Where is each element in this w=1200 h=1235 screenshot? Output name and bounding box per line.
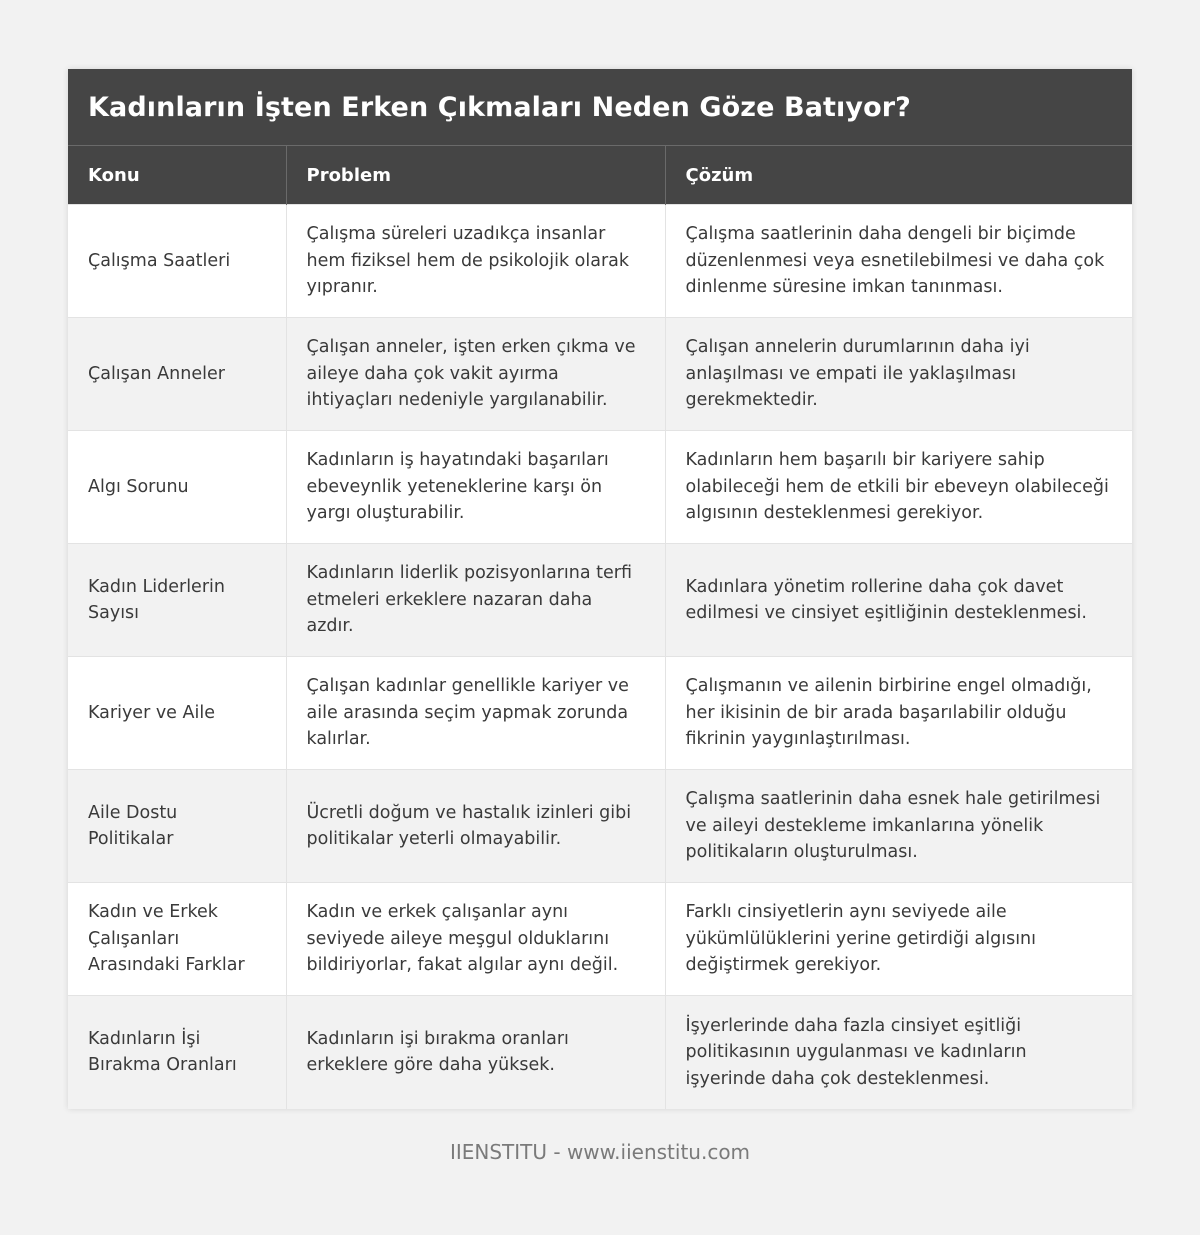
cell-cozum: Kadınlara yönetim rollerine daha çok davet edilmesi ve cinsiyet eşitliğinin desteklenmesi. bbox=[665, 544, 1132, 657]
cell-cozum: İşyerlerinde daha fazla cinsiyet eşitliği politikasının uygulanması ve kadınların işyerinde daha çok desteklenmesi. bbox=[665, 996, 1132, 1109]
cell-konu: Kariyer ve Aile bbox=[68, 657, 286, 770]
cell-cozum: Çalışma saatlerinin daha esnek hale getirilmesi ve aileyi destekleme imkanlarına yönelik politikaların oluşturulması. bbox=[665, 770, 1132, 883]
cell-konu: Algı Sorunu bbox=[68, 431, 286, 544]
cell-cozum: Çalışmanın ve ailenin birbirine engel olmadığı, her ikisinin de bir arada başarılabilir olduğu fikrinin yaygınlaştırılması. bbox=[665, 657, 1132, 770]
cell-konu: Çalışma Saatleri bbox=[68, 205, 286, 318]
column-header-problem: Problem bbox=[286, 146, 665, 205]
footer-credit: IIENSTITU - www.iienstitu.com bbox=[449, 1140, 751, 1164]
cell-problem: Çalışan kadınlar genellikle kariyer ve aile arasında seçim yapmak zorunda kalırlar. bbox=[286, 657, 665, 770]
table-row bbox=[68, 883, 1132, 996]
cell-problem: Kadınların liderlik pozisyonlarına terfi etmeleri erkeklere nazaran daha azdır. bbox=[286, 544, 665, 657]
cell-problem: Kadınların işi bırakma oranları erkeklere göre daha yüksek. bbox=[286, 996, 665, 1109]
cell-cozum: Farklı cinsiyetlerin aynı seviyede aile yükümlülüklerini yerine getirdiği algısını değiştirmek gerekiyor. bbox=[665, 883, 1132, 996]
cell-problem: Kadınların iş hayatındaki başarıları ebeveynlik yeteneklerine karşı ön yargı oluşturabilir. bbox=[286, 431, 665, 544]
table-header-row bbox=[68, 146, 1132, 205]
cell-konu: Kadın ve Erkek Çalışanları Arasındaki Farklar bbox=[68, 883, 286, 996]
cell-konu: Kadın Liderlerin Sayısı bbox=[68, 544, 286, 657]
title-bar bbox=[68, 69, 1132, 145]
table-card bbox=[68, 69, 1132, 1109]
data-table bbox=[68, 145, 1132, 1109]
column-header-konu: Konu bbox=[68, 146, 286, 205]
cell-konu: Çalışan Anneler bbox=[68, 318, 286, 431]
cell-problem: Ücretli doğum ve hastalık izinleri gibi politikalar yeterli olmayabilir. bbox=[286, 770, 665, 883]
cell-problem: Çalışan anneler, işten erken çıkma ve aileye daha çok vakit ayırma ihtiyaçları nedeniyle yargılanabilir. bbox=[286, 318, 665, 431]
page-title: Kadınların İşten Erken Çıkmaları Neden Göze Batıyor? bbox=[88, 91, 911, 123]
table-row bbox=[68, 544, 1132, 657]
table-row bbox=[68, 770, 1132, 883]
cell-problem: Kadın ve erkek çalışanlar aynı seviyede aileye meşgul olduklarını bildiriyorlar, fakat algılar aynı değil. bbox=[286, 883, 665, 996]
cell-konu: Kadınların İşi Bırakma Oranları bbox=[68, 996, 286, 1109]
cell-problem: Çalışma süreleri uzadıkça insanlar hem fiziksel hem de psikolojik olarak yıpranır. bbox=[286, 205, 665, 318]
table-row bbox=[68, 657, 1132, 770]
table-row bbox=[68, 996, 1132, 1109]
table-row bbox=[68, 205, 1132, 318]
cell-cozum: Çalışan annelerin durumlarının daha iyi anlaşılması ve empati ile yaklaşılması gerekmektedir. bbox=[665, 318, 1132, 431]
cell-cozum: Kadınların hem başarılı bir kariyere sahip olabileceği hem de etkili bir ebeveyn olabileceği algısının desteklenmesi gerekiyor. bbox=[665, 431, 1132, 544]
cell-konu: Aile Dostu Politikalar bbox=[68, 770, 286, 883]
table-row bbox=[68, 318, 1132, 431]
column-header-cozum: Çözüm bbox=[665, 146, 1132, 205]
table-row bbox=[68, 431, 1132, 544]
cell-cozum: Çalışma saatlerinin daha dengeli bir biçimde düzenlenmesi veya esnetilebilmesi ve daha çok dinlenme süresine imkan tanınması. bbox=[665, 205, 1132, 318]
